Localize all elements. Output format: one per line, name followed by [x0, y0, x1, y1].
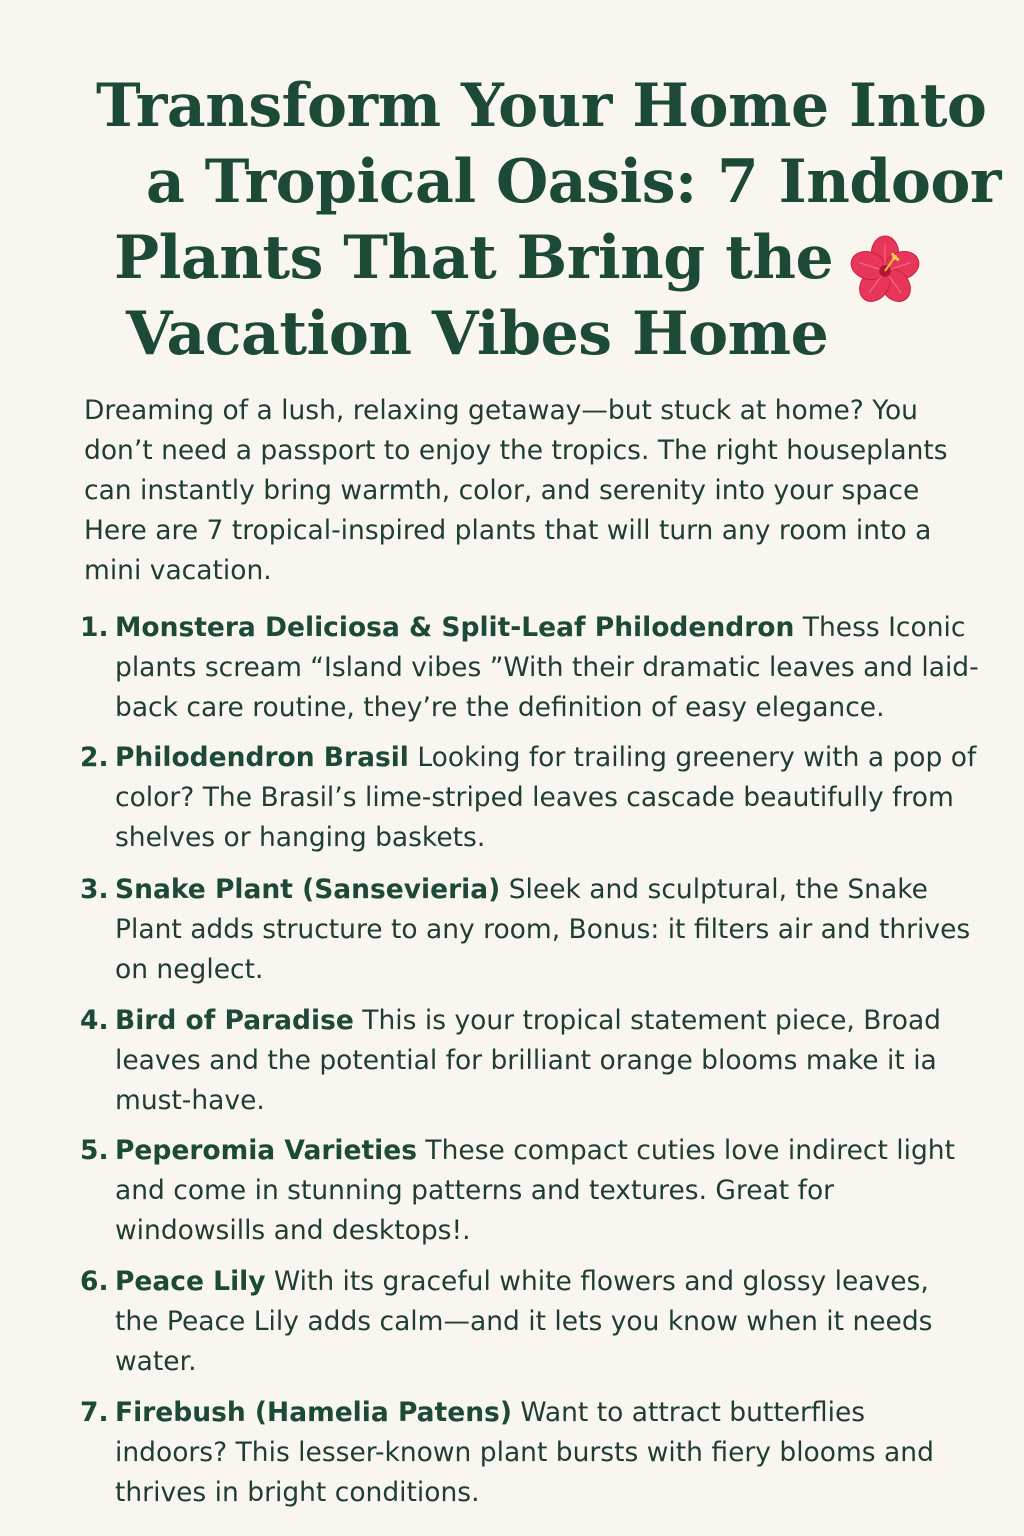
list-item — [80, 608, 980, 728]
title-line-4: Vacation Vibes Home — [126, 299, 829, 369]
plant-description: Sleek and sculptural, the Snake Plant adds structure to any room, Bonus: it filters air and thrives on neglect. — [115, 874, 971, 985]
list-item-number: 7. — [80, 1397, 109, 1428]
list-item-number: 5. — [80, 1135, 109, 1166]
plant-description: With its graceful white flowers and glossy leaves, the Peace Lily adds calm—and it lets you know when it needs water. — [115, 1266, 933, 1377]
plant-name: Philodendron Brasil — [115, 742, 409, 773]
plant-description: Thess Iconic plants scream “Island vibes ”With their dramatic leaves and laid-back care routine, they’re the definition of easy elegance. — [115, 612, 979, 723]
plant-description: Looking for trailing greenery with a pop of color? The Brasil’s lime-striped leaves cascade beautifully from shelves or hanging baskets. — [115, 742, 977, 853]
list-item — [80, 738, 980, 858]
title-line-2: a Tropical Oasis: 7 Indoor — [146, 147, 1001, 217]
plant-name: Bird of Paradise — [115, 1005, 354, 1036]
title-line-3: Plants That Bring the — [114, 223, 834, 293]
plant-name: Peperomia Varieties — [115, 1135, 417, 1166]
list-item — [80, 870, 980, 990]
article-title — [70, 68, 1001, 372]
list-item-number: 3. — [80, 874, 109, 905]
hibiscus-flower-icon — [846, 234, 924, 306]
plant-name: Monstera Deliciosa & Split-Leaf Philodendron — [115, 612, 795, 643]
list-item-number: 1. — [80, 612, 109, 643]
plant-description: Want to attract butterflies indoors? This lesser-known plant bursts with fiery blooms and thrives in bright conditions. — [115, 1397, 934, 1508]
plant-description: This is your tropical statement piece, Broad leaves and the potential for brilliant orange blooms make it ia must-have. — [115, 1005, 942, 1116]
plant-description: These compact cuties love indirect light and come in stunning patterns and textures. Great for windowsills and desktops!. — [115, 1135, 955, 1246]
intro-paragraph: Dreaming of a lush, relaxing getaway—but stuck at home? You don’t need a passport to enjoy the tropics. The right houseplants can instantly bring warmth, color, and serenity into your space Here are 7 tropical-inspired plants that will turn any room into a mini vacation. — [84, 395, 948, 586]
list-item-number: 6. — [80, 1266, 109, 1297]
list-item — [80, 1001, 980, 1121]
list-item-number: 4. — [80, 1005, 109, 1036]
plant-name: Firebush (Hamelia Patens) — [115, 1397, 512, 1428]
title-line-1: Transform Your Home Into — [96, 71, 987, 141]
plant-name: Peace Lily — [115, 1266, 266, 1297]
plant-name: Snake Plant (Sansevieria) — [115, 874, 501, 905]
list-item — [80, 1262, 980, 1382]
list-item — [80, 1393, 980, 1513]
list-item-number: 2. — [80, 742, 109, 773]
list-item — [80, 1131, 980, 1251]
